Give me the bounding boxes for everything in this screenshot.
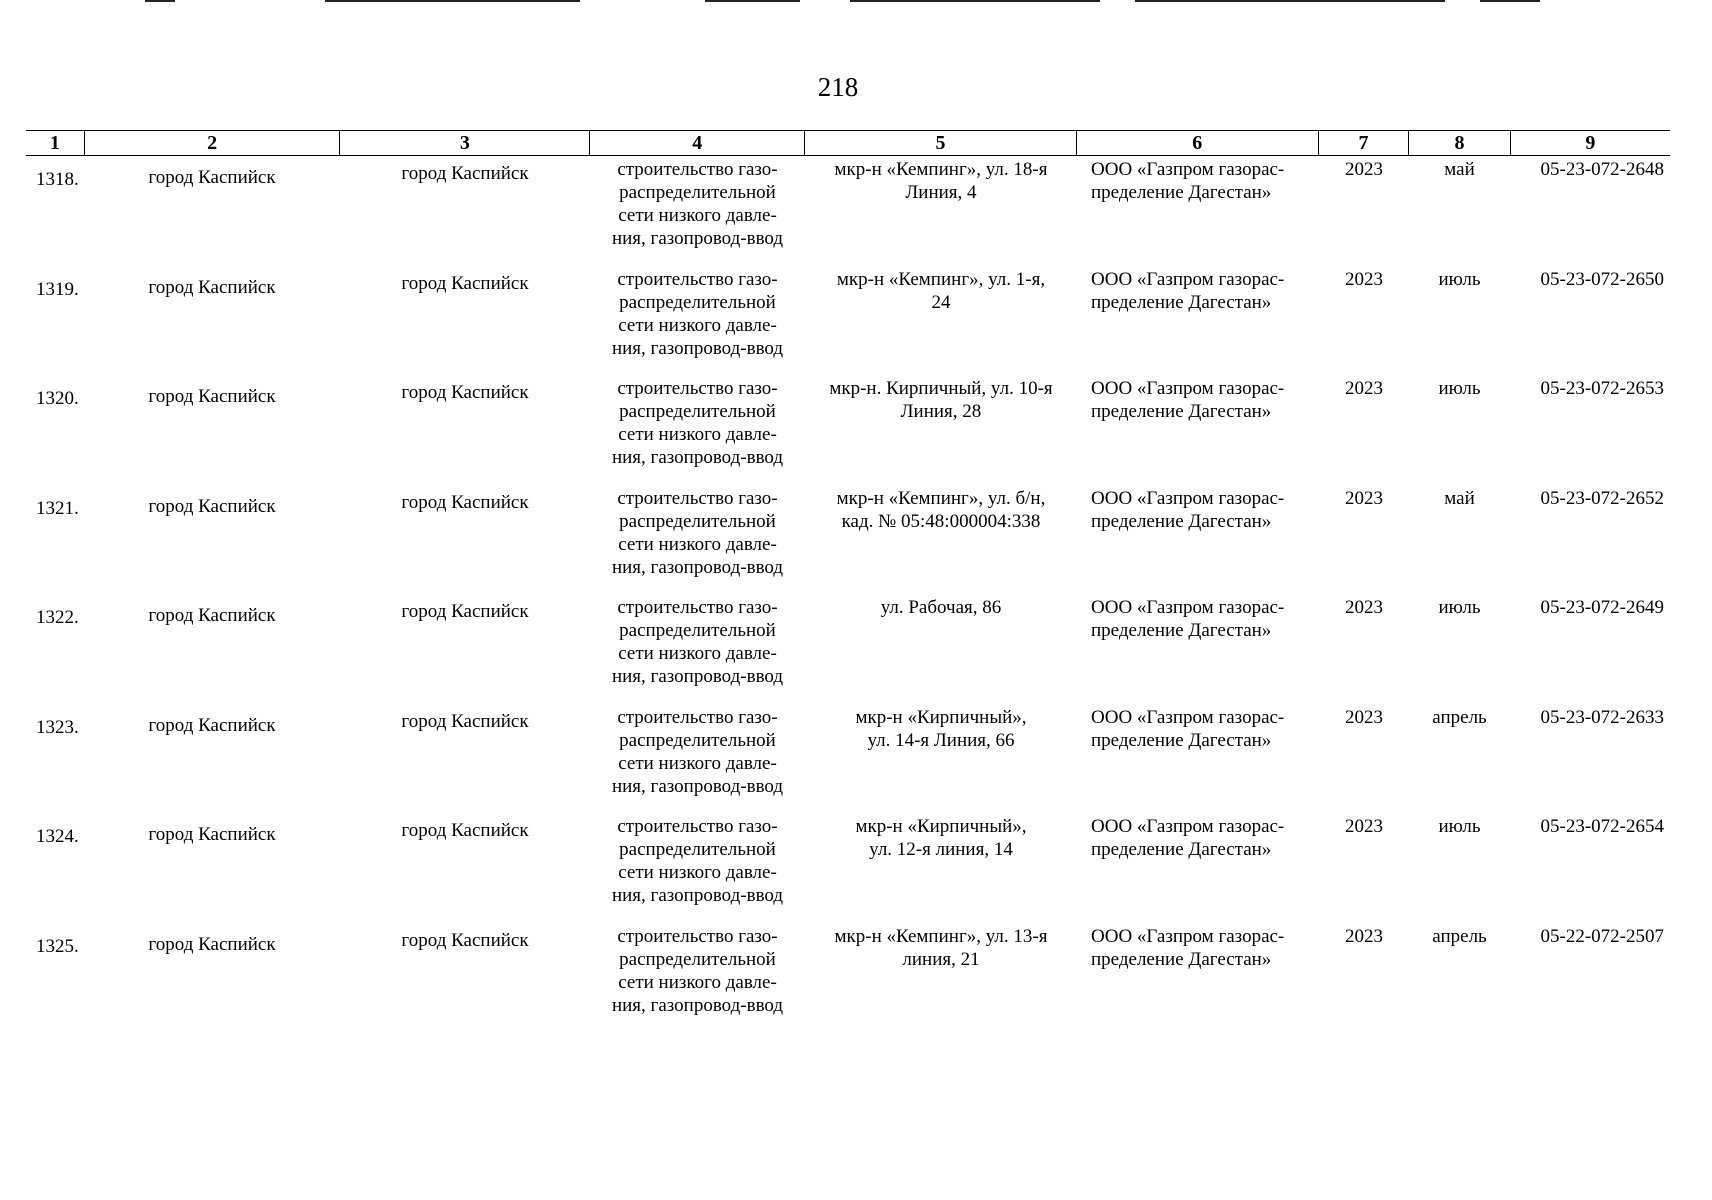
work-type-cell-line: ния, газопровод-ввод <box>611 775 784 797</box>
address-cell-line: мкр-н «Кемпинг», ул. 1-я, <box>836 268 1046 290</box>
table-row <box>26 266 1670 376</box>
year-cell: 2023 <box>1345 159 1383 180</box>
settlement-cell: город Каспийск <box>148 714 276 736</box>
address-cell-line: 24 <box>931 291 951 313</box>
work-type-cell-line: сети низкого давле- <box>618 971 777 993</box>
code-cell: 05-23-072-2652 <box>1540 487 1664 509</box>
month-cell: июль <box>1438 268 1481 290</box>
work-type-cell-line: распределительной <box>619 839 776 860</box>
address-cell <box>805 266 1077 376</box>
organization-cell-line: ООО «Газпром газорас- <box>1091 925 1285 947</box>
address-cell-line: мкр-н «Кемпинг», ул. 13-я <box>834 925 1048 947</box>
work-type-cell <box>590 375 805 485</box>
address-cell <box>805 375 1077 485</box>
address-cell-line: ул. 14-я Линия, 66 <box>867 729 1015 751</box>
work-type-cell-line: сети низкого давле- <box>618 533 777 555</box>
organization-cell <box>1077 594 1319 704</box>
address-cell-line: мкр-н. Кирпичный, ул. 10-я <box>829 378 1053 399</box>
column-number: 4 <box>589 131 804 155</box>
work-type-cell-line: сети низкого давле- <box>618 752 777 774</box>
work-type-cell <box>590 266 805 376</box>
work-type-cell-line: распределительной <box>619 182 776 203</box>
code-cell: 05-23-072-2633 <box>1540 706 1664 728</box>
work-type-cell-line: ния, газопровод-ввод <box>611 666 784 687</box>
address-cell-line: ул. Рабочая, 86 <box>880 597 1002 618</box>
code-cell: 05-23-072-2654 <box>1540 816 1664 837</box>
organization-cell <box>1077 813 1319 923</box>
organization-cell-line: пределение Дагестан» <box>1091 401 1272 422</box>
organization-cell <box>1077 156 1319 266</box>
month-cell: июль <box>1438 816 1481 837</box>
address-cell-line: кад. № 05:48:000004:338 <box>841 510 1041 532</box>
month-cell: май <box>1444 159 1475 180</box>
work-type-cell-line: распределительной <box>619 729 776 751</box>
column-number: 9 <box>1510 131 1670 155</box>
work-type-cell-line: сети низкого давле- <box>618 643 777 664</box>
work-type-cell-line: строительство газо- <box>617 159 778 180</box>
address-cell-line: линия, 21 <box>902 948 980 970</box>
row-number: 1320. <box>36 388 79 409</box>
organization-cell-line: ООО «Газпром газорас- <box>1091 378 1285 399</box>
scan-edge-line <box>705 0 800 2</box>
district-cell: город Каспийск <box>401 820 529 841</box>
district-cell: город Каспийск <box>401 491 529 513</box>
settlement-cell: город Каспийск <box>148 605 276 626</box>
work-type-cell-line: сети низкого давле- <box>618 424 777 445</box>
address-cell-line: Линия, 4 <box>905 182 977 203</box>
settlement-cell: город Каспийск <box>148 495 276 517</box>
work-type-cell-line: распределительной <box>619 620 776 641</box>
organization-cell-line: пределение Дагестан» <box>1091 620 1272 641</box>
work-type-cell-line: сети низкого давле- <box>618 205 777 226</box>
scan-edge-line <box>850 0 1100 2</box>
table-row <box>26 594 1670 704</box>
code-cell: 05-23-072-2649 <box>1540 597 1664 618</box>
month-cell: май <box>1444 487 1475 509</box>
work-type-cell-line: ния, газопровод-ввод <box>611 885 784 906</box>
work-type-cell-line: распределительной <box>619 948 776 970</box>
table-row <box>26 156 1670 266</box>
work-type-cell <box>590 594 805 704</box>
work-type-cell-line: сети низкого давле- <box>618 314 777 336</box>
scan-edge-line <box>325 0 580 2</box>
work-type-cell-line: строительство газо- <box>617 487 778 509</box>
table-row <box>26 813 1670 923</box>
organization-cell-line: пределение Дагестан» <box>1091 729 1272 751</box>
organization-cell <box>1077 375 1319 485</box>
district-cell: город Каспийск <box>401 272 529 294</box>
work-type-cell <box>590 156 805 266</box>
column-number: 8 <box>1408 131 1510 155</box>
district-cell: город Каспийск <box>401 163 529 184</box>
organization-cell-line: пределение Дагестан» <box>1091 182 1272 203</box>
organization-cell <box>1077 923 1319 1033</box>
table-row <box>26 485 1670 595</box>
row-number: 1322. <box>36 607 79 628</box>
settlement-cell: город Каспийск <box>148 167 276 188</box>
work-type-cell <box>590 813 805 923</box>
work-type-cell <box>590 485 805 595</box>
district-cell: город Каспийск <box>401 929 529 951</box>
address-cell-line: мкр-н «Кирпичный», <box>855 706 1027 728</box>
work-type-cell-line: распределительной <box>619 401 776 422</box>
address-cell-line: мкр-н «Кирпичный», <box>855 816 1027 837</box>
work-type-cell-line: строительство газо- <box>617 925 778 947</box>
code-cell: 05-23-072-2650 <box>1540 268 1664 290</box>
work-type-cell <box>590 704 805 814</box>
code-cell: 05-22-072-2507 <box>1540 925 1664 947</box>
work-type-cell-line: строительство газо- <box>617 268 778 290</box>
work-type-cell-line: ния, газопровод-ввод <box>611 447 784 468</box>
address-cell-line: ул. 12-я линия, 14 <box>869 839 1013 860</box>
column-number: 6 <box>1076 131 1318 155</box>
year-cell: 2023 <box>1345 925 1383 947</box>
month-cell: июль <box>1438 378 1481 399</box>
organization-cell-line: пределение Дагестан» <box>1091 839 1272 860</box>
year-cell: 2023 <box>1345 268 1383 290</box>
organization-cell-line: ООО «Газпром газорас- <box>1091 487 1285 509</box>
work-type-cell-line: строительство газо- <box>617 816 778 837</box>
address-cell <box>805 485 1077 595</box>
organization-cell-line: ООО «Газпром газорас- <box>1091 816 1285 837</box>
year-cell: 2023 <box>1345 487 1383 509</box>
scan-edge-line <box>145 0 175 2</box>
organization-cell-line: пределение Дагестан» <box>1091 510 1272 532</box>
address-cell-line: Линия, 28 <box>900 401 982 422</box>
organization-cell-line: пределение Дагестан» <box>1091 948 1272 970</box>
table-body <box>26 156 1670 1032</box>
row-number: 1325. <box>36 935 79 957</box>
organization-cell-line: ООО «Газпром газорас- <box>1091 597 1285 618</box>
organization-cell <box>1077 485 1319 595</box>
work-type-cell-line: сети низкого давле- <box>618 862 777 883</box>
organization-cell-line: ООО «Газпром газорас- <box>1091 706 1285 728</box>
organization-cell <box>1077 266 1319 376</box>
work-type-cell-line: ния, газопровод-ввод <box>611 228 784 249</box>
row-number: 1318. <box>36 169 79 190</box>
year-cell: 2023 <box>1345 706 1383 728</box>
row-number: 1321. <box>36 497 79 519</box>
work-type-cell-line: распределительной <box>619 291 776 313</box>
district-cell: город Каспийск <box>401 710 529 732</box>
scan-edge-line <box>1480 0 1540 2</box>
page-number: 218 <box>817 72 859 102</box>
month-cell: июль <box>1438 597 1481 618</box>
address-cell <box>805 813 1077 923</box>
organization-cell-line: пределение Дагестан» <box>1091 291 1272 313</box>
code-cell: 05-23-072-2648 <box>1540 159 1664 180</box>
year-cell: 2023 <box>1345 597 1383 618</box>
column-number: 3 <box>339 131 589 155</box>
row-number: 1319. <box>36 278 79 300</box>
work-type-cell-line: распределительной <box>619 510 776 532</box>
address-cell <box>805 704 1077 814</box>
column-number: 2 <box>84 131 340 155</box>
work-type-cell-line: ния, газопровод-ввод <box>611 994 784 1016</box>
table-row <box>26 375 1670 485</box>
column-number-header <box>26 130 1670 156</box>
year-cell: 2023 <box>1345 378 1383 399</box>
settlement-cell: город Каспийск <box>148 824 276 845</box>
scan-edge-line <box>1135 0 1445 2</box>
work-type-cell-line: строительство газо- <box>617 378 778 399</box>
code-cell: 05-23-072-2653 <box>1540 378 1664 399</box>
year-cell: 2023 <box>1345 816 1383 837</box>
address-cell-line: мкр-н «Кемпинг», ул. 18-я <box>834 159 1048 180</box>
work-type-cell-line: ния, газопровод-ввод <box>611 556 784 578</box>
row-number: 1324. <box>36 826 79 847</box>
table-row <box>26 704 1670 814</box>
work-type-cell-line: строительство газо- <box>617 597 778 618</box>
organization-cell <box>1077 704 1319 814</box>
row-number: 1323. <box>36 716 79 738</box>
address-cell <box>805 156 1077 266</box>
table-row <box>26 923 1670 1033</box>
column-number: 5 <box>804 131 1076 155</box>
address-cell <box>805 923 1077 1033</box>
organization-cell-line: ООО «Газпром газорас- <box>1091 268 1285 290</box>
work-type-cell-line: ния, газопровод-ввод <box>611 337 784 359</box>
month-cell: апрель <box>1432 925 1487 947</box>
work-type-cell <box>590 923 805 1033</box>
column-number: 7 <box>1318 131 1409 155</box>
organization-cell-line: ООО «Газпром газорас- <box>1091 159 1285 180</box>
district-cell: город Каспийск <box>401 601 529 622</box>
address-cell <box>805 594 1077 704</box>
register-table <box>26 130 1670 1032</box>
column-number: 1 <box>49 132 60 154</box>
district-cell: город Каспийск <box>401 382 529 403</box>
address-cell-line: мкр-н «Кемпинг», ул. б/н, <box>836 487 1046 509</box>
month-cell: апрель <box>1432 706 1487 728</box>
work-type-cell-line: строительство газо- <box>617 706 778 728</box>
settlement-cell: город Каспийск <box>148 276 276 298</box>
settlement-cell: город Каспийск <box>148 386 276 407</box>
settlement-cell: город Каспийск <box>148 933 276 955</box>
